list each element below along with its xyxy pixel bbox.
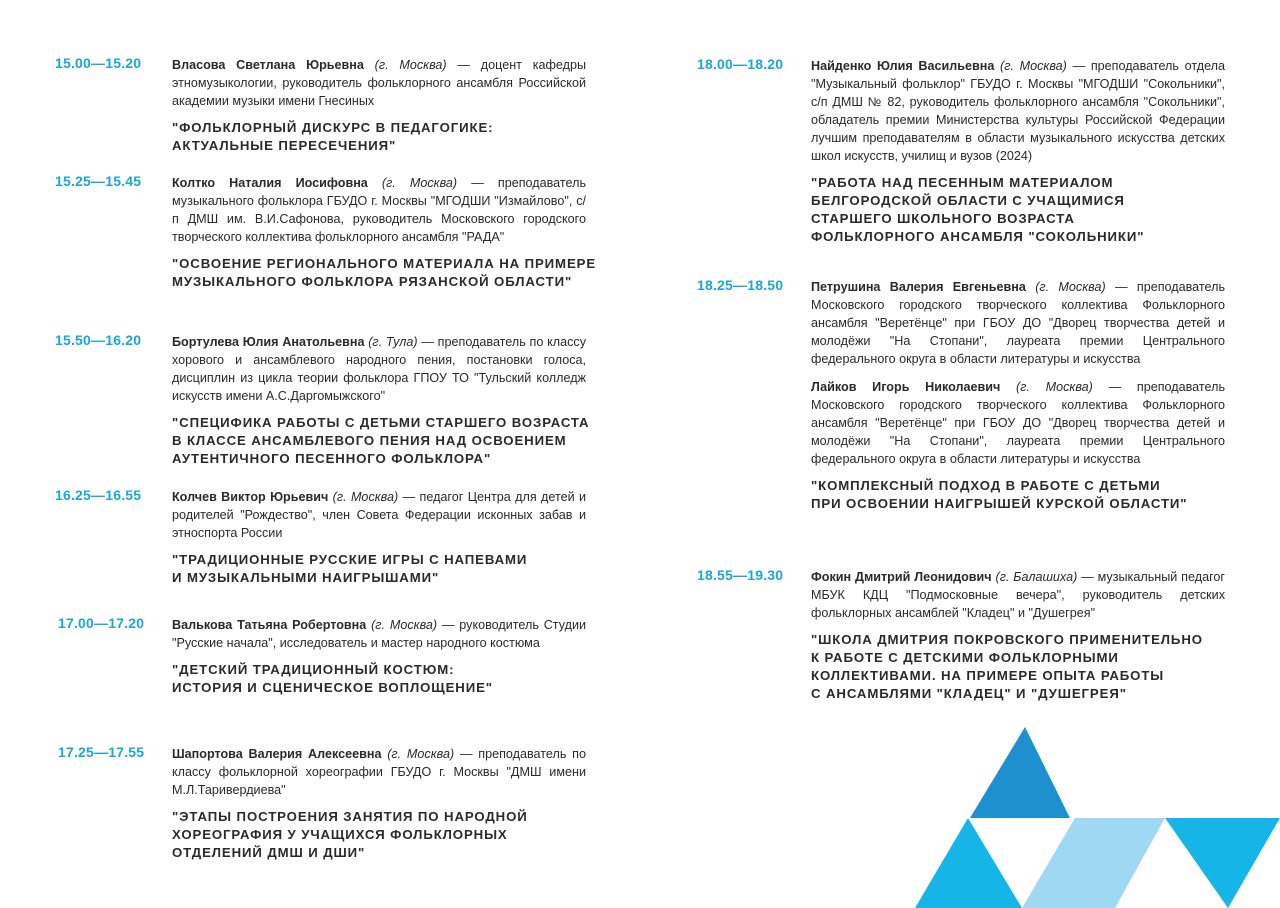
speaker-name: Власова Светлана Юрьевна: [172, 58, 364, 72]
speaker-description: — педагог Центра для детей и родителей "Рождество", член Совета Федерации исконных забав и этноспорта России: [172, 490, 587, 540]
speaker-name: Валькова Татьяна Робертовна: [172, 618, 367, 632]
speaker-description: — преподаватель по классу фольклорной хореографии ГБУДО г. Москвы "ДМШ имени М.Л.Таривердиева": [172, 747, 587, 797]
triangle-bottom-middle: [1022, 818, 1165, 908]
talk-title-line: ФОЛЬКЛОРНОГО АНСАМБЛЯ "СОКОЛЬНИКИ": [811, 229, 1145, 244]
talk-title-line: АУТЕНТИЧНОГО ПЕСЕННОГО ФОЛЬКЛОРА": [172, 451, 492, 466]
talk-title-line: БЕЛГОРОДСКОЙ ОБЛАСТИ С УЧАЩИМИСЯ: [811, 193, 1125, 208]
speaker-city: (г. Москва): [1000, 59, 1067, 73]
talk-title-line: АКТУАЛЬНЫЕ ПЕРЕСЕЧЕНИЯ": [172, 138, 397, 153]
talk-title-line: "ДЕТСКИЙ ТРАДИЦИОННЫЙ КОСТЮМ:: [172, 662, 455, 677]
talk-title-line: "ТРАДИЦИОННЫЕ РУССКИЕ ИГРЫ С НАПЕВАМИ: [172, 552, 528, 567]
triangle-top: [970, 727, 1070, 818]
time-slot: 17.25—17.55: [58, 744, 145, 760]
talk-title-line: "ФОЛЬКЛОРНЫЙ ДИСКУРС В ПЕДАГОГИКЕ:: [172, 120, 494, 135]
speaker-city: (г. Москва): [332, 490, 399, 504]
speaker-name: Шапортова Валерия Алексеевна: [172, 747, 382, 761]
talk-title-line: В КЛАССЕ АНСАМБЛЕВОГО ПЕНИЯ НАД ОСВОЕНИЕМ: [172, 433, 567, 448]
talk-title-line: ХОРЕОГРАФИЯ У УЧАЩИХСЯ ФОЛЬКЛОРНЫХ: [172, 827, 508, 842]
speaker-name: Найденко Юлия Васильевна: [811, 59, 995, 73]
triangle-bottom-left: [915, 818, 1022, 908]
time-slot: 15.50—16.20: [55, 332, 142, 348]
speaker-name: Бортулева Юлия Анатольевна: [172, 335, 365, 349]
time-slot: 18.55—19.30: [697, 567, 784, 583]
triangle-right: [1165, 818, 1280, 908]
speaker-description: — музыкальный педагог МБУК КДЦ "Подмосковные вечера", руководитель детских фольклорных ансамблей "Кладец" и "Душегрея": [811, 570, 1225, 620]
talk-title-line: "ШКОЛА ДМИТРИЯ ПОКРОВСКОГО ПРИМЕНИТЕЛЬНО: [811, 632, 1203, 647]
speaker-city: (г. Балашиха): [995, 570, 1078, 584]
talk-title-line: С АНСАМБЛЯМИ "КЛАДЕЦ" И "ДУШЕГРЕЯ": [811, 686, 1127, 701]
talk-title-line: "СПЕЦИФИКА РАБОТЫ С ДЕТЬМИ СТАРШЕГО ВОЗРАСТА: [172, 415, 590, 430]
talk-title-line: ПРИ ОСВОЕНИИ НАИГРЫШЕЙ КУРСКОЙ ОБЛАСТИ": [811, 496, 1188, 511]
speaker-city: (г. Тула): [368, 335, 418, 349]
speaker-city: (г. Москва): [374, 58, 447, 72]
time-slot: 15.25—15.45: [55, 173, 142, 189]
speaker-name: Петрушина Валерия Евгеньевна: [811, 280, 1026, 294]
speaker-name: Колтко Наталия Иосифовна: [172, 176, 368, 190]
talk-title-line: "ЭТАПЫ ПОСТРОЕНИЯ ЗАНЯТИЯ ПО НАРОДНОЙ: [172, 809, 528, 824]
time-slot: 16.25—16.55: [55, 487, 142, 503]
time-slot: 18.25—18.50: [697, 277, 784, 293]
speaker-description: — преподаватель Московского городского творческого коллектива Фольклорного ансамбля "Веретёнце" при ГБОУ ДО "Дворец творчества детей и молодёжи "На Стопани", лауреата премии Центрального федерального округа в области литературы и искусства: [811, 380, 1226, 466]
speaker-city: (г. Москва): [387, 747, 455, 761]
speaker-name: Лайков Игорь Николаевич: [811, 380, 1001, 394]
speaker-name: Колчев Виктор Юрьевич: [172, 490, 329, 504]
speaker-name: Фокин Дмитрий Леонидович: [811, 570, 992, 584]
speaker-description: — руководитель Студии "Русские начала", исследователь и мастер народного костюма: [172, 618, 587, 650]
speaker-description: — преподаватель Московского городского творческого коллектива Фольклорного ансамбля "Веретёнце" при ГБОУ ДО "Дворец творчества детей и молодёжи "На Стопани", лауреата премии Центрального федерального округа в области литературы и искусства: [811, 280, 1225, 366]
talk-title-line: КОЛЛЕКТИВАМИ. НА ПРИМЕРЕ ОПЫТА РАБОТЫ: [811, 668, 1165, 683]
time-slot: 15.00—15.20: [55, 55, 142, 71]
speaker-description: — преподаватель музыкального фольклора ГБУДО г. Москвы "МГОДШИ "Измайлово", с/п ДМШ им. В.И.Сафонова, руководитель Московского городского творческого коллектива фольклорного ансамбля "РАДА": [172, 176, 587, 244]
time-slot: 17.00—17.20: [58, 615, 145, 631]
time-slot: 18.00—18.20: [697, 56, 784, 72]
talk-title-line: И МУЗЫКАЛЬНЫМИ НАИГРЫШАМИ": [172, 570, 440, 585]
speaker-description: — доцент кафедры этномузыкологии, руководитель фольклорного ансамбля Российской академии музыки имени Гнесиных: [172, 58, 587, 108]
speaker-city: (г. Москва): [1016, 380, 1093, 394]
speaker-city: (г. Москва): [1035, 280, 1106, 294]
talk-title-line: "РАБОТА НАД ПЕСЕННЫМ МАТЕРИАЛОМ: [811, 175, 1114, 190]
talk-title-line: ОТДЕЛЕНИЙ ДМШ И ДШИ": [172, 845, 366, 860]
talk-title-line: МУЗЫКАЛЬНОГО ФОЛЬКЛОРА РЯЗАНСКОЙ ОБЛАСТИ": [172, 274, 573, 289]
talk-title-line: СТАРШЕГО ШКОЛЬНОГО ВОЗРАСТА: [811, 211, 1075, 226]
speaker-city: (г. Москва): [381, 176, 458, 190]
speaker-description: — преподаватель отдела "Музыкальный фольклор" ГБУДО г. Москвы "МГОДШИ "Сокольники", с/п ДМШ № 82, руководитель фольклорного ансамбля "Сокольники", обладатель премии Министерства культуры Российской Федерации лучшим преподавателям в области музыкального искусства детских школ искусств, училищ и вузов (2024): [811, 59, 1226, 163]
speaker-city: (г. Москва): [371, 618, 438, 632]
talk-title-line: "КОМПЛЕКСНЫЙ ПОДХОД В РАБОТЕ С ДЕТЬМИ: [811, 478, 1161, 493]
talk-title-line: К РАБОТЕ С ДЕТСКИМИ ФОЛЬКЛОРНЫМИ: [811, 650, 1119, 665]
talk-title-line: "ОСВОЕНИЕ РЕГИОНАЛЬНОГО МАТЕРИАЛА НА ПРИМЕРЕ: [172, 256, 597, 271]
talk-title-line: ИСТОРИЯ И СЦЕНИЧЕСКОЕ ВОПЛОЩЕНИЕ": [172, 680, 493, 695]
speaker-description: — преподаватель по классу хорового и ансамблевого народного пения, постановки голоса, дисциплин из цикла теории фольклора ГПОУ ТО "Тульский колледж искусств имени А.С.Даргомыжского": [172, 335, 587, 403]
